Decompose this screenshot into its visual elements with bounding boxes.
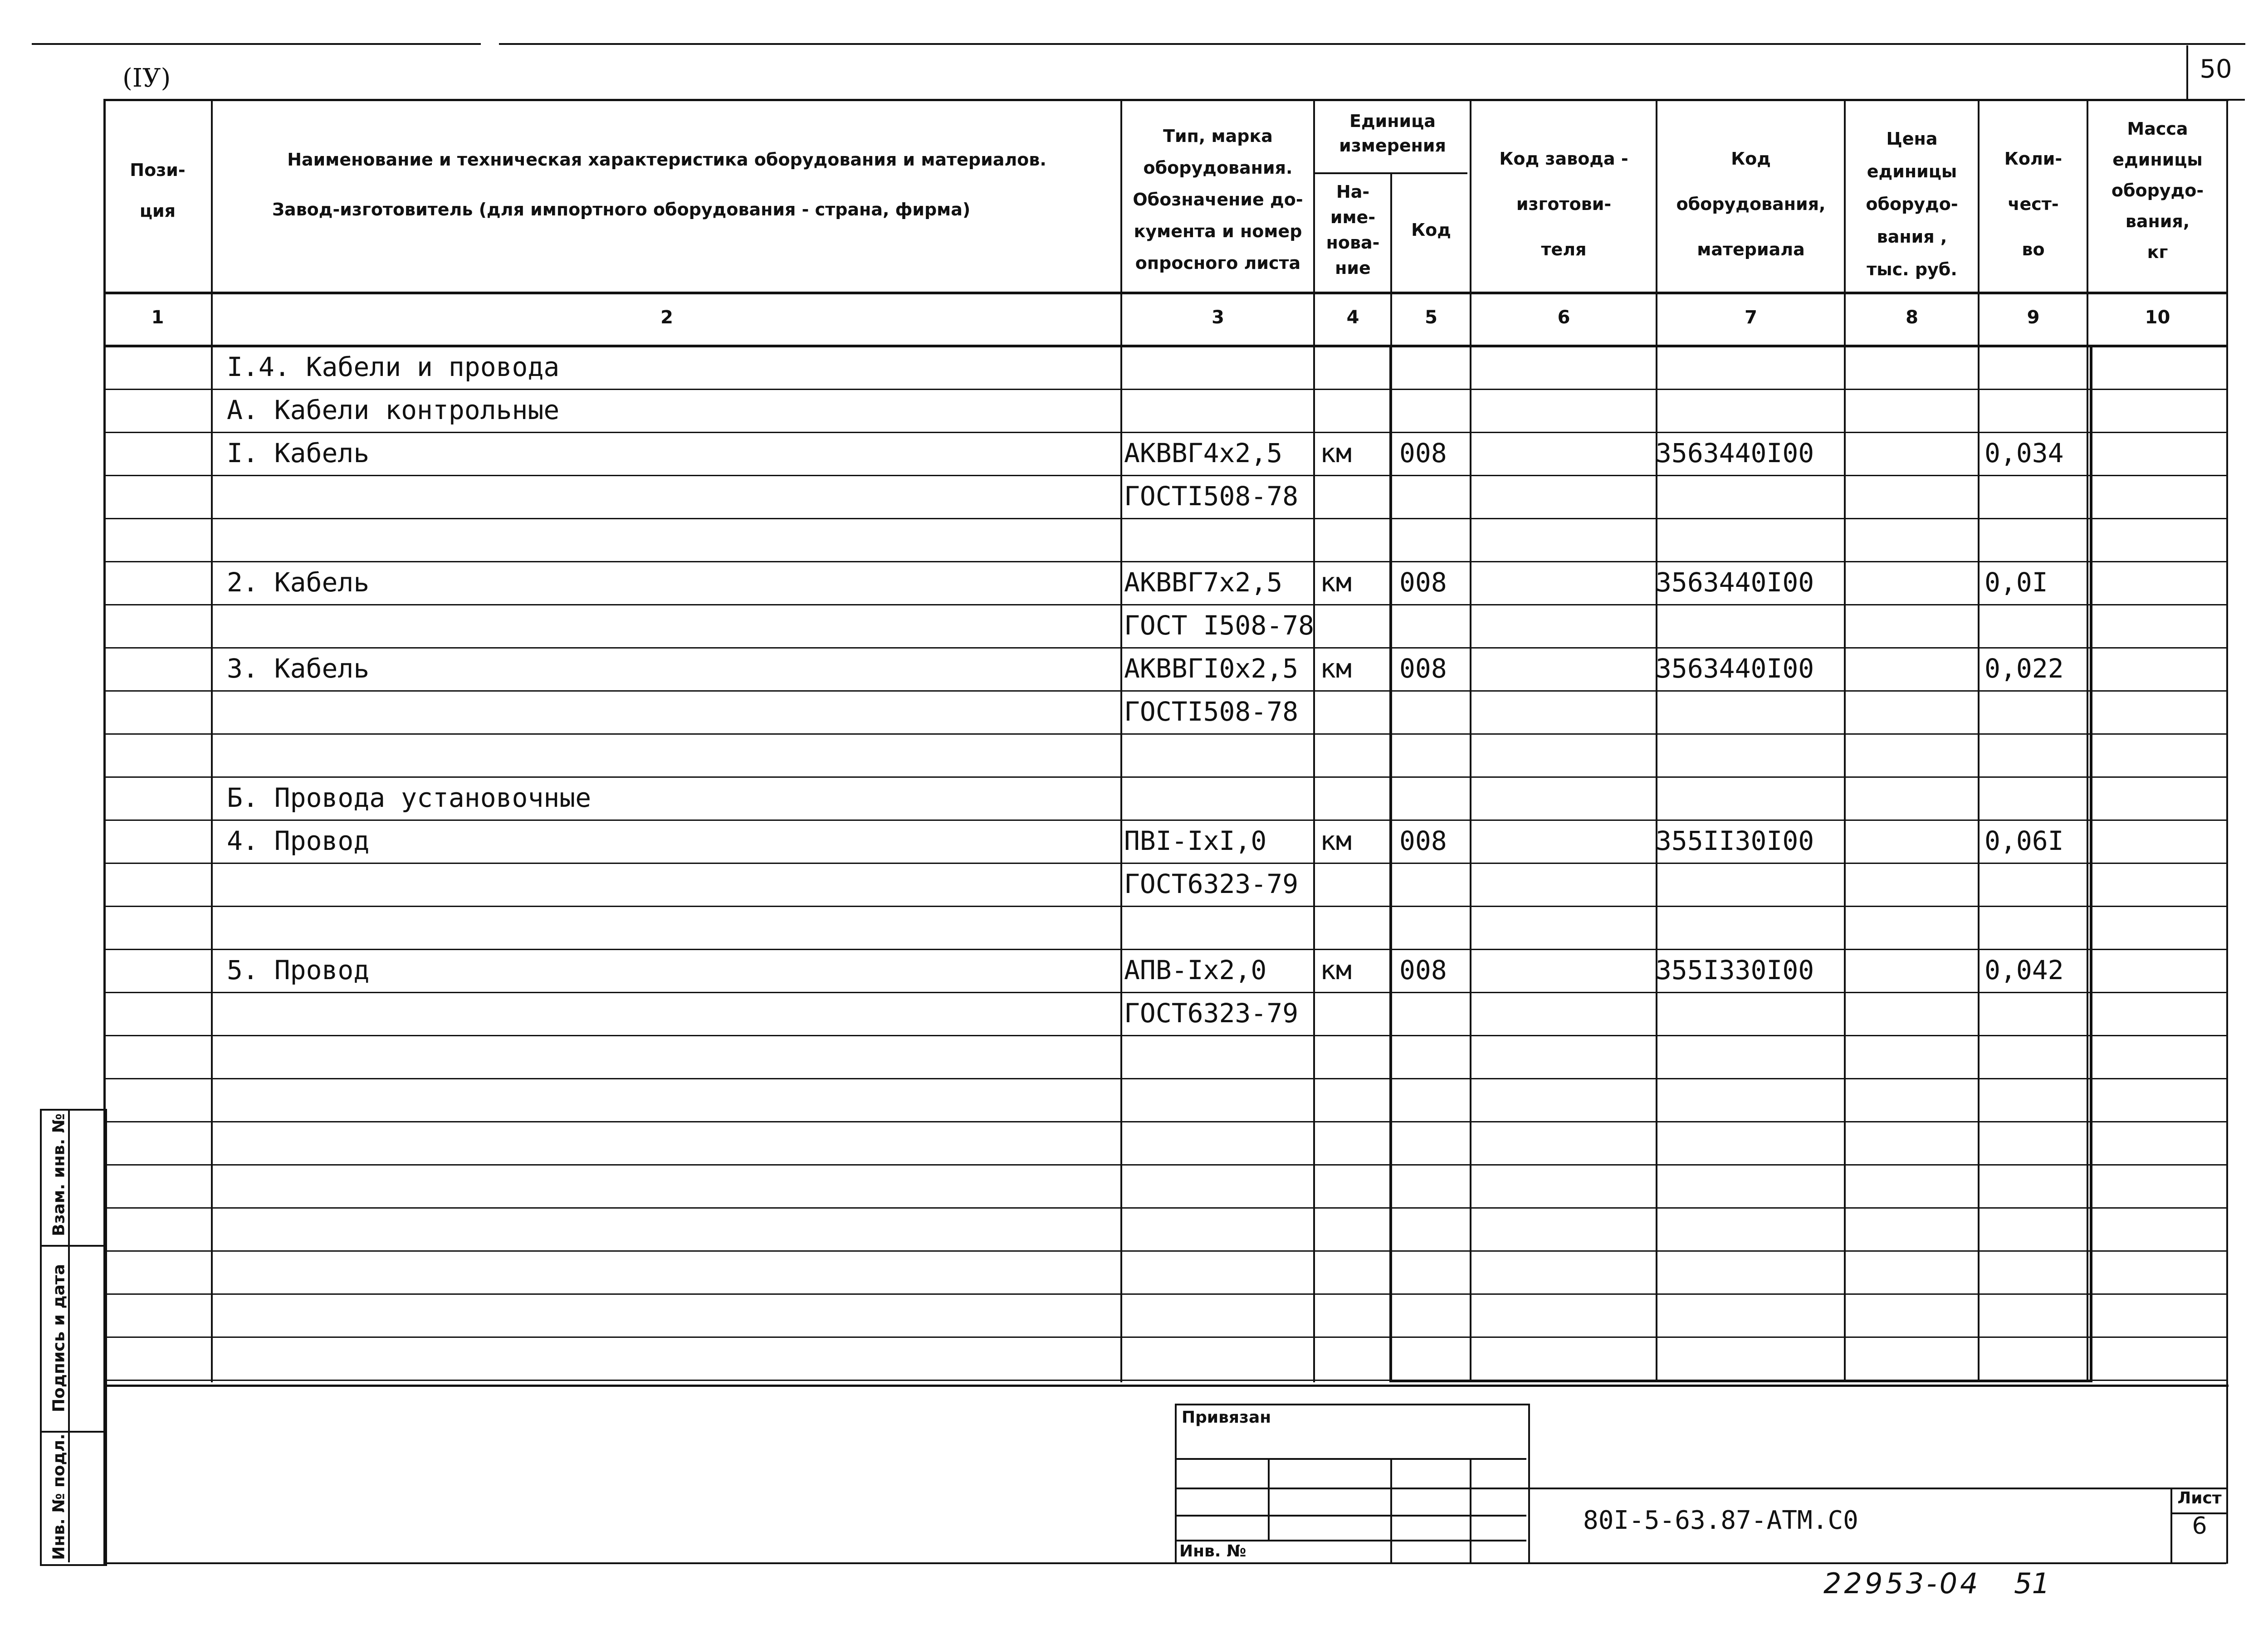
header-unit-group: Единица измерения	[1339, 111, 1446, 156]
header-unit-code: Код	[1411, 220, 1451, 240]
side-label-vzam: Взам. инв. №	[49, 1113, 68, 1236]
row-quantity: 0,042	[1984, 955, 2064, 985]
row-rule	[103, 1380, 2226, 1381]
column-number: 7	[1745, 307, 1757, 328]
frame-right-edge	[2226, 99, 2228, 1382]
row-type: ПВI-IхI,0	[1124, 825, 1267, 856]
row-rule	[103, 1164, 2226, 1166]
row-type: ГОСТI508-78	[1124, 481, 1299, 512]
row-rule	[103, 1035, 2226, 1036]
row-quantity: 0,022	[1984, 653, 2064, 684]
row-type: ГОСТI508-78	[1124, 696, 1299, 727]
title-col-1	[1268, 1458, 1270, 1540]
column-number: 1	[151, 307, 164, 328]
column-number: 6	[1557, 307, 1570, 328]
title-rule-3	[1175, 1515, 1526, 1517]
handwritten-archive-number: 22953-04	[1823, 1567, 1981, 1600]
sheet-number: 6	[2192, 1512, 2207, 1540]
row-unit-code: 008	[1399, 653, 1447, 684]
row-equipment-code: 3563440I00	[1656, 567, 1814, 598]
header-price: Цена единицы оборудо- вания , тыс. руб.	[1866, 129, 1958, 279]
row-name: 5. Провод	[227, 955, 370, 985]
column-number: 4	[1346, 307, 1359, 328]
top-rule-left	[32, 43, 481, 45]
document-code: 80I-5-63.87-АТМ.С0	[1583, 1506, 1858, 1535]
row-rule	[103, 1207, 2226, 1209]
title-col-2	[1390, 1458, 1392, 1562]
column-number: 5	[1425, 307, 1437, 328]
title-rule-4	[1175, 1540, 1526, 1541]
row-unit: км	[1320, 825, 1352, 856]
row-type: АПВ-Iх2,0	[1124, 955, 1267, 985]
row-type: АКВВГI0х2,5	[1124, 653, 1299, 684]
title-rule-2	[1175, 1488, 2226, 1489]
row-type: АКВВГ7х2,5	[1124, 567, 1283, 598]
row-rule	[103, 1250, 2226, 1252]
row-name: 2. Кабель	[227, 567, 370, 598]
row-rule	[103, 733, 2226, 735]
row-unit: км	[1320, 438, 1352, 468]
title-rule-1	[1175, 1458, 1526, 1460]
side-label-podpis: Подпись и дата	[49, 1264, 68, 1412]
row-unit-code: 008	[1399, 955, 1447, 985]
row-rule	[103, 906, 2226, 907]
row-type: ГОСТ I508-78	[1124, 610, 1315, 641]
row-name: I.4. Кабели и провода	[227, 351, 560, 382]
row-rule	[103, 1121, 2226, 1122]
row-quantity: 0,034	[1984, 438, 2064, 468]
row-unit-code: 008	[1399, 825, 1447, 856]
row-name: 4. Провод	[227, 825, 370, 856]
row-type: ГОСТ6323-79	[1124, 998, 1299, 1029]
row-rule	[103, 1293, 2226, 1295]
row-rule	[103, 518, 2226, 519]
row-rule	[103, 1078, 2226, 1079]
header-mass: Масса единицы оборудо- вания, кг	[2111, 119, 2204, 262]
privyazan-label: Привязан	[1182, 1408, 1271, 1427]
col-rule-2	[1120, 99, 1122, 1382]
col-rule-3	[1313, 99, 1315, 1382]
column-number: 2	[660, 307, 673, 328]
header-equipment-code: Код оборудования, материала	[1676, 149, 1826, 259]
code-zone-outline	[1389, 346, 2092, 1382]
header-factory-code: Код завода - изготови- теля	[1499, 149, 1628, 259]
row-unit-code: 008	[1399, 567, 1447, 598]
top-rule-right	[499, 43, 2245, 45]
handwritten-page-number: 51	[2014, 1567, 2050, 1600]
page-number: 50	[2200, 54, 2232, 84]
header-name-line1: Наименование и техническая характеристика оборудования и материалов.	[287, 150, 1046, 170]
row-name: I. Кабель	[227, 438, 370, 468]
row-unit: км	[1320, 567, 1352, 598]
row-name: Б. Провода установочные	[227, 782, 591, 813]
side-strip-rule-1	[40, 1245, 103, 1247]
row-quantity: 0,06I	[1984, 825, 2064, 856]
column-number: 10	[2145, 307, 2170, 328]
title-col-3	[1470, 1458, 1471, 1562]
column-number: 3	[1212, 307, 1224, 328]
inv-no-label: Инв. №	[1179, 1542, 1246, 1561]
column-number: 9	[2027, 307, 2040, 328]
bottom-frame-rule	[103, 1562, 2226, 1564]
row-equipment-code: 3563440I00	[1656, 438, 1814, 468]
bottom-frame-left	[103, 1382, 105, 1564]
row-quantity: 0,0I	[1984, 567, 2048, 598]
header-bottom-rule	[103, 292, 2226, 294]
row-equipment-code: 355II30I00	[1656, 825, 1814, 856]
column-number: 8	[1906, 307, 1918, 328]
row-equipment-code: 355I330I00	[1656, 955, 1814, 985]
row-unit: км	[1320, 653, 1352, 684]
row-unit: км	[1320, 955, 1352, 985]
row-type: ГОСТ6323-79	[1124, 868, 1299, 899]
header-unit-name: На- име- нова- ние	[1326, 182, 1380, 278]
row-type: АКВВГ4х2,5	[1124, 438, 1283, 468]
row-unit-code: 008	[1399, 438, 1447, 468]
row-rule	[103, 1336, 2226, 1338]
header-position: Пози- ция	[130, 160, 186, 221]
sheet-label: Лист	[2177, 1489, 2222, 1507]
row-equipment-code: 3563440I00	[1656, 653, 1814, 684]
header-name-line2: Завод-изготовитель (для импортного оборудования - страна, фирма)	[272, 200, 971, 219]
header-type: Тип, марка оборудования. Обозначение до- кумента и номер опросного листа	[1133, 126, 1303, 273]
col-rule-1	[211, 99, 213, 1382]
row-name: 3. Кабель	[227, 653, 370, 684]
corner-label: (IУ)	[122, 63, 171, 93]
header-quantity: Коли- чест- во	[2004, 149, 2063, 259]
side-label-inv-podl: Инв. № подл.	[49, 1434, 68, 1560]
side-strip-divider	[68, 1109, 70, 1562]
row-name: А. Кабели контрольные	[227, 395, 560, 425]
